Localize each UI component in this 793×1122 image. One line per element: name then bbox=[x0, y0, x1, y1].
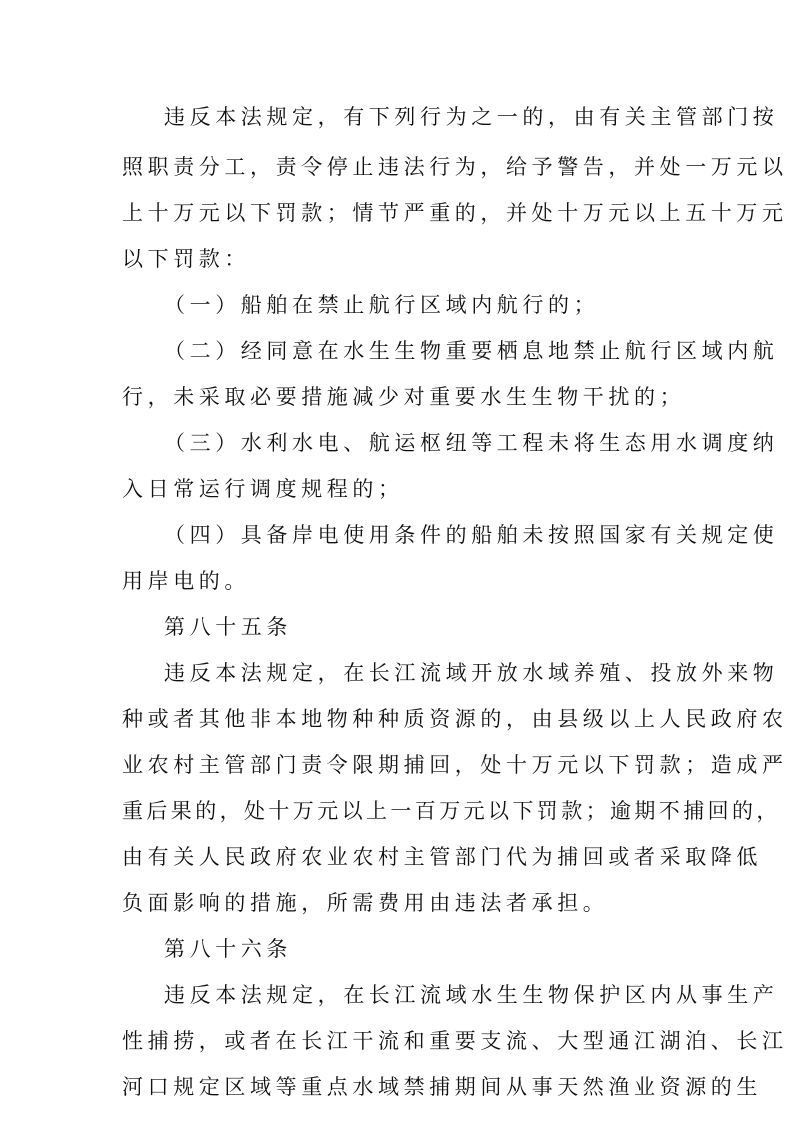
list-item-2-continuation: 行，未采取必要措施减少对重要水生生物干扰的； bbox=[122, 385, 686, 409]
paragraph-line: 照职责分工，责令停止违法行为，给予警告，并处一万元以 bbox=[122, 155, 788, 179]
article-heading: 第八十六条 bbox=[164, 937, 292, 961]
list-item-4-continuation: 用岸电的。 bbox=[122, 569, 250, 593]
paragraph-line: 种或者其他非本地物种种质资源的，由县级以上人民政府农 bbox=[122, 707, 788, 731]
paragraph-line: 重后果的，处十万元以上一百万元以下罚款；逾期不捕回的， bbox=[122, 799, 781, 823]
list-item-2: （二）经同意在水生生物重要栖息地禁止航行区域内航 bbox=[164, 339, 779, 363]
article-heading: 第八十五条 bbox=[164, 615, 292, 639]
paragraph-line: 违反本法规定，有下列行为之一的，由有关主管部门按 bbox=[164, 105, 779, 129]
list-item-1: （一）船舶在禁止航行区域内航行的； bbox=[164, 293, 600, 317]
paragraph-line: 河口规定区域等重点水域禁捕期间从事天然渔业资源的生 bbox=[122, 1075, 762, 1099]
paragraph-line: 由有关人民政府农业农村主管部门代为捕回或者采取降低 bbox=[122, 845, 762, 869]
paragraph-line: 业农村主管部门责令限期捕回，处十万元以下罚款；造成严 bbox=[122, 753, 788, 777]
paragraph-line: 违反本法规定，在长江流域开放水域养殖、投放外来物 bbox=[164, 661, 779, 685]
paragraph-line: 负面影响的措施，所需费用由违法者承担。 bbox=[122, 891, 609, 915]
list-item-3-continuation: 入日常运行调度规程的； bbox=[122, 477, 404, 501]
paragraph-line: 性捕捞，或者在长江干流和重要支流、大型通江湖泊、长江 bbox=[122, 1029, 788, 1053]
paragraph-line: 上十万元以下罚款；情节严重的，并处十万元以上五十万元 bbox=[122, 201, 788, 225]
paragraph-line: 违反本法规定，在长江流域水生生物保护区内从事生产 bbox=[164, 983, 779, 1007]
paragraph-line: 以下罚款： bbox=[122, 247, 250, 271]
list-item-3: （三）水利水电、航运枢纽等工程未将生态用水调度纳 bbox=[164, 431, 779, 455]
list-item-4: （四）具备岸电使用条件的船舶未按照国家有关规定使 bbox=[164, 523, 779, 547]
